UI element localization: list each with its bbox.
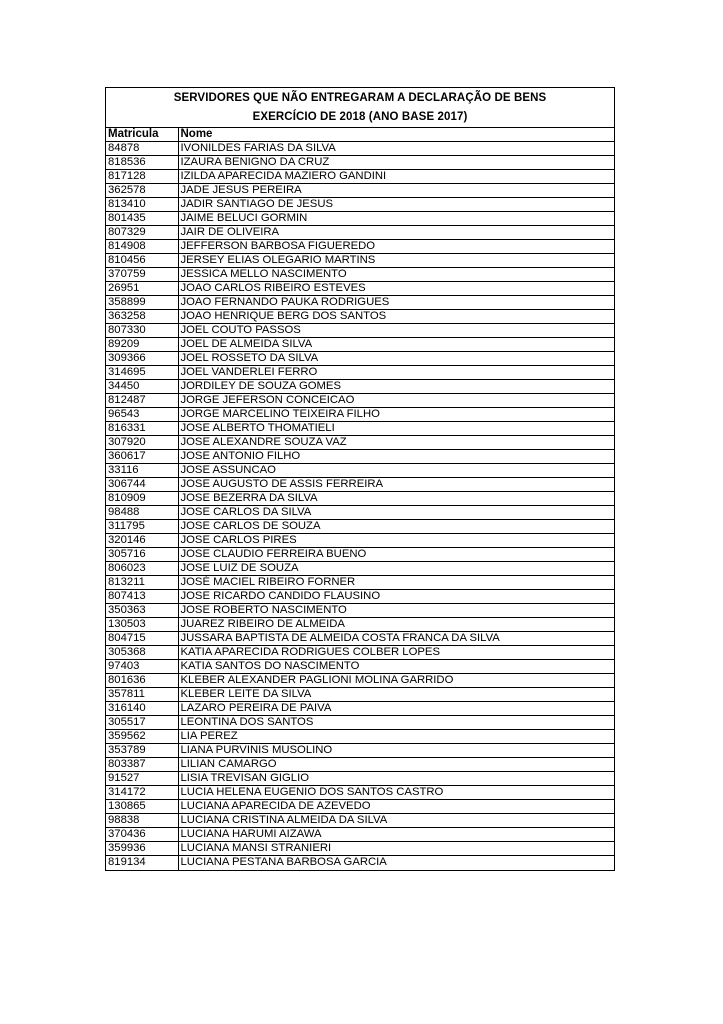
cell-matricula: 96543 (106, 408, 178, 422)
cell-nome: JADIR SANTIAGO DE JESUS (178, 198, 614, 212)
cell-nome: JORGE MARCELINO TEIXEIRA FILHO (178, 408, 614, 422)
table-header-row (106, 128, 614, 142)
cell-matricula: 316140 (106, 702, 178, 716)
table-row (106, 310, 614, 324)
cell-matricula: 816331 (106, 422, 178, 436)
cell-nome: JORGE JEFERSON CONCEICAO (178, 394, 614, 408)
cell-nome: IZAURA BENIGNO DA CRUZ (178, 156, 614, 170)
table-row (106, 226, 614, 240)
cell-nome: LAZARO PEREIRA DE PAIVA (178, 702, 614, 716)
table-row (106, 142, 614, 156)
cell-nome: LIA PEREZ (178, 730, 614, 744)
cell-nome: LILIAN CAMARGO (178, 758, 614, 772)
table-row (106, 758, 614, 772)
cell-matricula: 84878 (106, 142, 178, 156)
cell-nome: JOSE RICARDO CANDIDO FLAUSINO (178, 590, 614, 604)
cell-nome: KLEBER LEITE DA SILVA (178, 688, 614, 702)
cell-nome: JOSE AUGUSTO DE ASSIS FERREIRA (178, 478, 614, 492)
table-row (106, 842, 614, 856)
table-row (106, 478, 614, 492)
cell-matricula: 320146 (106, 534, 178, 548)
table-row (106, 436, 614, 450)
table-row (106, 632, 614, 646)
table-row (106, 520, 614, 534)
table-row (106, 534, 614, 548)
table-row (106, 506, 614, 520)
cell-matricula: 26951 (106, 282, 178, 296)
table-row (106, 324, 614, 338)
column-header-nome: Nome (178, 128, 614, 142)
cell-nome: JEFFERSON BARBOSA FIGUEREDO (178, 240, 614, 254)
cell-nome: LUCIANA HARUMI AIZAWA (178, 828, 614, 842)
cell-nome: IVONILDES FARIAS DA SILVA (178, 142, 614, 156)
table-row (106, 338, 614, 352)
table-row (106, 688, 614, 702)
cell-matricula: 812487 (106, 394, 178, 408)
table-row (106, 212, 614, 226)
cell-nome: IZILDA APARECIDA MAZIERO GANDINI (178, 170, 614, 184)
cell-matricula: 807330 (106, 324, 178, 338)
table-row (106, 744, 614, 758)
cell-matricula: 305716 (106, 548, 178, 562)
cell-matricula: 363258 (106, 310, 178, 324)
cell-matricula: 359562 (106, 730, 178, 744)
table-row (106, 646, 614, 660)
cell-nome: JADE JESUS PEREIRA (178, 184, 614, 198)
cell-matricula: 806023 (106, 562, 178, 576)
cell-nome: JOSE ALEXANDRE SOUZA VAZ (178, 436, 614, 450)
cell-nome: KLEBER ALEXANDER PAGLIONI MOLINA GARRIDO (178, 674, 614, 688)
table-row (106, 380, 614, 394)
cell-matricula: 34450 (106, 380, 178, 394)
table-row (106, 156, 614, 170)
table-row (106, 184, 614, 198)
table-row (106, 268, 614, 282)
cell-nome: JOEL ROSSETO DA SILVA (178, 352, 614, 366)
cell-nome: JOSE ASSUNCAO (178, 464, 614, 478)
cell-nome: JOSE CARLOS DA SILVA (178, 506, 614, 520)
cell-matricula: 817128 (106, 170, 178, 184)
table-row (106, 492, 614, 506)
cell-nome: JOEL COUTO PASSOS (178, 324, 614, 338)
cell-nome: LUCIA HELENA EUGENIO DOS SANTOS CASTRO (178, 786, 614, 800)
cell-matricula: 357811 (106, 688, 178, 702)
cell-matricula: 314695 (106, 366, 178, 380)
cell-matricula: 307920 (106, 436, 178, 450)
cell-nome: JOAO HENRIQUE BERG DOS SANTOS (178, 310, 614, 324)
table-row (106, 674, 614, 688)
cell-nome: JOAO CARLOS RIBEIRO ESTEVES (178, 282, 614, 296)
table-row (106, 548, 614, 562)
document-subtitle: EXERCÍCIO DE 2018 (ANO BASE 2017) (252, 111, 468, 123)
table-row (106, 590, 614, 604)
table-row (106, 450, 614, 464)
servidores-table-sheet (105, 87, 615, 871)
table-row (106, 254, 614, 268)
cell-nome: JOSE BEZERRA DA SILVA (178, 492, 614, 506)
cell-matricula: 810909 (106, 492, 178, 506)
table-row (106, 828, 614, 842)
cell-matricula: 305368 (106, 646, 178, 660)
table-row (106, 170, 614, 184)
cell-nome: JAIR DE OLIVEIRA (178, 226, 614, 240)
cell-nome: JOSE CARLOS PIRES (178, 534, 614, 548)
cell-matricula: 814908 (106, 240, 178, 254)
cell-nome: LEONTINA DOS SANTOS (178, 716, 614, 730)
table-row (106, 856, 614, 870)
cell-matricula: 810456 (106, 254, 178, 268)
table-row (106, 800, 614, 814)
table-row (106, 702, 614, 716)
cell-matricula: 359936 (106, 842, 178, 856)
cell-nome: LUCIANA PESTANA BARBOSA GARCIA (178, 856, 614, 870)
table-row (106, 198, 614, 212)
cell-nome: JOSE LUIZ DE SOUZA (178, 562, 614, 576)
cell-nome: LUCIANA MANSI STRANIERI (178, 842, 614, 856)
cell-matricula: 370436 (106, 828, 178, 842)
cell-nome: JUAREZ RIBEIRO DE ALMEIDA (178, 618, 614, 632)
cell-matricula: 801636 (106, 674, 178, 688)
cell-nome: KATIA SANTOS DO NASCIMENTO (178, 660, 614, 674)
table-row (106, 408, 614, 422)
cell-nome: LIANA PURVINIS MUSOLINO (178, 744, 614, 758)
cell-nome: JUSSARA BAPTISTA DE ALMEIDA COSTA FRANCA DA SILVA (178, 632, 614, 646)
cell-matricula: 306744 (106, 478, 178, 492)
cell-matricula: 130503 (106, 618, 178, 632)
table-row (106, 716, 614, 730)
cell-nome: JOSE CARLOS DE SOUZA (178, 520, 614, 534)
cell-nome: JOSE ALBERTO THOMATIELI (178, 422, 614, 436)
cell-matricula: 89209 (106, 338, 178, 352)
column-header-matricula: Matricula (106, 128, 178, 142)
document-title: SERVIDORES QUE NÃO ENTREGARAM A DECLARAÇÃO DE BENS (173, 92, 547, 104)
cell-matricula: 804715 (106, 632, 178, 646)
table-row (106, 422, 614, 436)
cell-matricula: 97403 (106, 660, 178, 674)
table-row (106, 282, 614, 296)
cell-matricula: 807329 (106, 226, 178, 240)
cell-matricula: 305517 (106, 716, 178, 730)
table-row (106, 240, 614, 254)
table-row (106, 618, 614, 632)
table-row (106, 660, 614, 674)
cell-nome: JOSE ANTONIO FILHO (178, 450, 614, 464)
table-row (106, 814, 614, 828)
cell-matricula: 98488 (106, 506, 178, 520)
cell-matricula: 360617 (106, 450, 178, 464)
table-row (106, 730, 614, 744)
cell-nome: JOSE CLAUDIO FERREIRA BUENO (178, 548, 614, 562)
table-row (106, 464, 614, 478)
cell-nome: JOEL DE ALMEIDA SILVA (178, 338, 614, 352)
cell-matricula: 98838 (106, 814, 178, 828)
cell-matricula: 314172 (106, 786, 178, 800)
cell-matricula: 818536 (106, 156, 178, 170)
table-row (106, 352, 614, 366)
table-row (106, 786, 614, 800)
cell-nome: JOSE ROBERTO NASCIMENTO (178, 604, 614, 618)
table-row (106, 562, 614, 576)
cell-matricula: 91527 (106, 772, 178, 786)
cell-matricula: 819134 (106, 856, 178, 870)
table-row (106, 576, 614, 590)
table-row (106, 366, 614, 380)
cell-nome: JOEL VANDERLEI FERRO (178, 366, 614, 380)
table-row (106, 394, 614, 408)
cell-nome: JESSICA MELLO NASCIMENTO (178, 268, 614, 282)
cell-nome: JAIME BELUCI GORMIN (178, 212, 614, 226)
cell-nome: KATIA APARECIDA RODRIGUES COLBER LOPES (178, 646, 614, 660)
table-row (106, 604, 614, 618)
servidores-table (106, 127, 614, 870)
table-row (106, 296, 614, 310)
cell-matricula: 803387 (106, 758, 178, 772)
cell-nome: JERSEY ELIAS OLEGARIO MARTINS (178, 254, 614, 268)
cell-matricula: 350363 (106, 604, 178, 618)
cell-matricula: 807413 (106, 590, 178, 604)
cell-matricula: 130865 (106, 800, 178, 814)
cell-matricula: 353789 (106, 744, 178, 758)
cell-matricula: 801435 (106, 212, 178, 226)
cell-nome: LUCIANA CRISTINA ALMEIDA DA SILVA (178, 814, 614, 828)
cell-matricula: 813410 (106, 198, 178, 212)
cell-nome: JOAO FERNANDO PAUKA RODRIGUES (178, 296, 614, 310)
table-row (106, 772, 614, 786)
cell-nome: JORDILEY DE SOUZA GOMES (178, 380, 614, 394)
cell-nome: JOSÉ MACIEL RIBEIRO FORNER (178, 576, 614, 590)
cell-matricula: 813211 (106, 576, 178, 590)
cell-nome: LUCIANA APARECIDA DE AZEVEDO (178, 800, 614, 814)
cell-matricula: 33116 (106, 464, 178, 478)
cell-matricula: 311795 (106, 520, 178, 534)
cell-matricula: 309366 (106, 352, 178, 366)
cell-matricula: 370759 (106, 268, 178, 282)
cell-matricula: 358899 (106, 296, 178, 310)
cell-matricula: 362578 (106, 184, 178, 198)
cell-nome: LISIA TREVISAN GIGLIO (178, 772, 614, 786)
